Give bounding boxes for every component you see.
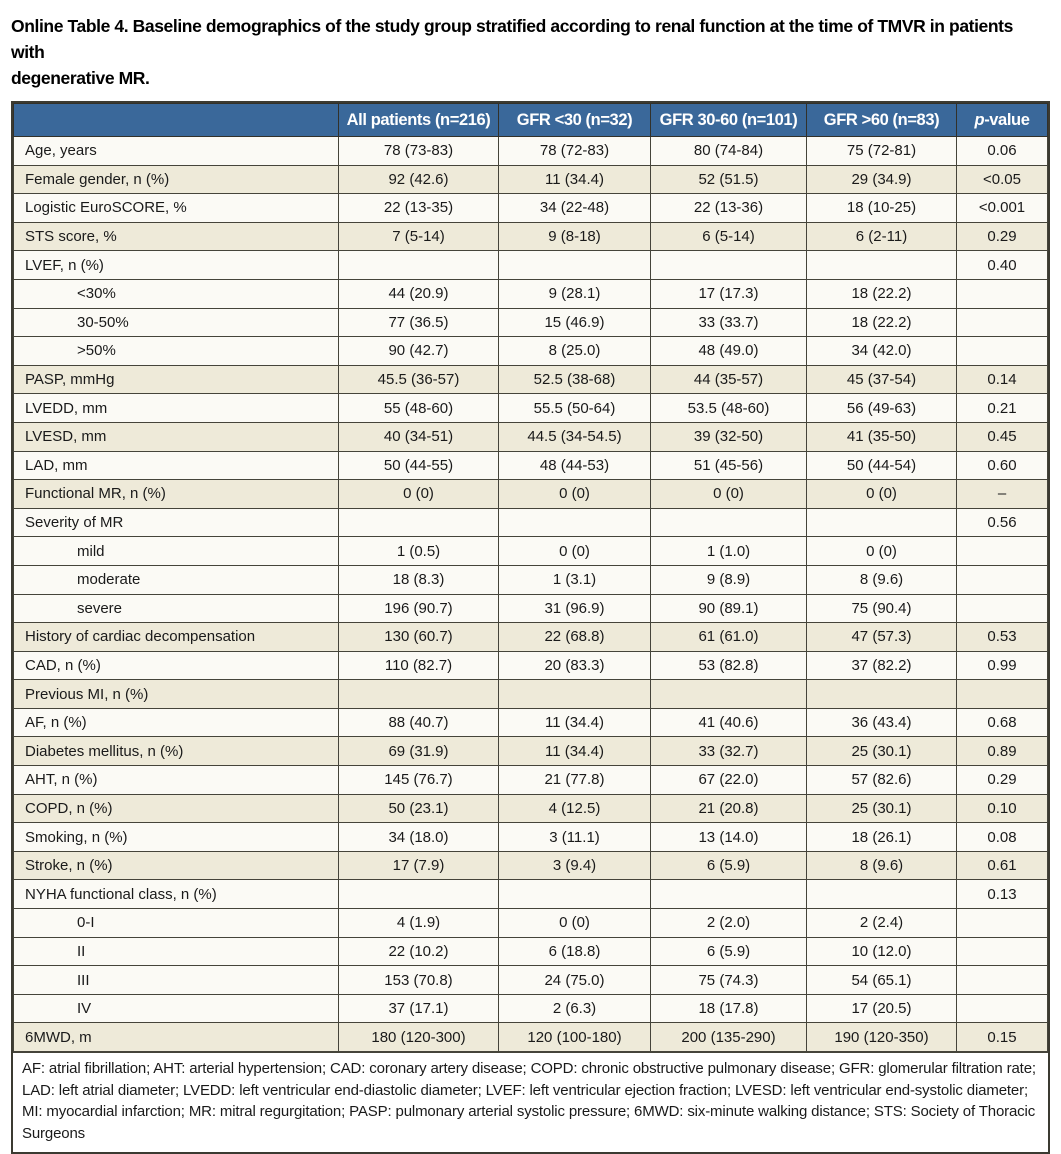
table-cell: 196 (90.7) xyxy=(339,594,499,623)
table-cell: 0.14 xyxy=(957,365,1048,394)
row-label: COPD, n (%) xyxy=(14,794,339,823)
table-cell xyxy=(339,508,499,537)
table-row xyxy=(14,1023,1048,1052)
table-cell: 17 (20.5) xyxy=(807,994,957,1023)
table-cell xyxy=(957,594,1048,623)
row-label: CAD, n (%) xyxy=(14,651,339,680)
table-cell: 52 (51.5) xyxy=(651,165,807,194)
table-cell: 11 (34.4) xyxy=(499,737,651,766)
table-cell: 41 (35-50) xyxy=(807,422,957,451)
table-cell: 3 (9.4) xyxy=(499,851,651,880)
table-cell: 0 (0) xyxy=(339,480,499,509)
table-cell: 8 (25.0) xyxy=(499,337,651,366)
table-cell: 153 (70.8) xyxy=(339,966,499,995)
table-row xyxy=(14,708,1048,737)
table-cell: 18 (22.2) xyxy=(807,279,957,308)
table-cell xyxy=(957,994,1048,1023)
table-cell: 18 (10-25) xyxy=(807,194,957,223)
table-row xyxy=(14,451,1048,480)
table-row xyxy=(14,937,1048,966)
table-cell: 34 (18.0) xyxy=(339,823,499,852)
table-cell: 18 (26.1) xyxy=(807,823,957,852)
table-cell: 0.99 xyxy=(957,651,1048,680)
table-cell: 51 (45-56) xyxy=(651,451,807,480)
table-cell: 0.10 xyxy=(957,794,1048,823)
table-cell: 67 (22.0) xyxy=(651,766,807,795)
row-label: History of cardiac decompensation xyxy=(14,623,339,652)
table-row xyxy=(14,565,1048,594)
table-cell: 22 (13-35) xyxy=(339,194,499,223)
table-cell: 9 (8-18) xyxy=(499,222,651,251)
table-cell: 69 (31.9) xyxy=(339,737,499,766)
table-cell: 2 (2.0) xyxy=(651,909,807,938)
table-cell: 9 (8.9) xyxy=(651,565,807,594)
row-label: Functional MR, n (%) xyxy=(14,480,339,509)
row-label: AHT, n (%) xyxy=(14,766,339,795)
row-label: 30-50% xyxy=(14,308,339,337)
table-cell: 110 (82.7) xyxy=(339,651,499,680)
table-cell: 48 (44-53) xyxy=(499,451,651,480)
table-cell: 50 (23.1) xyxy=(339,794,499,823)
table-cell: 75 (72-81) xyxy=(807,137,957,166)
table-cell: 0.29 xyxy=(957,766,1048,795)
table-cell: 78 (73-83) xyxy=(339,137,499,166)
table-cell: 53.5 (48-60) xyxy=(651,394,807,423)
table-cell xyxy=(499,508,651,537)
table-row xyxy=(14,880,1048,909)
row-label: mild xyxy=(14,537,339,566)
table-cell: 34 (42.0) xyxy=(807,337,957,366)
table-cell xyxy=(807,680,957,709)
table-cell: 0.13 xyxy=(957,880,1048,909)
table-cell: 37 (17.1) xyxy=(339,994,499,1023)
table-cell: 200 (135-290) xyxy=(651,1023,807,1052)
table-cell: 180 (120-300) xyxy=(339,1023,499,1052)
table-cell xyxy=(957,337,1048,366)
table-cell: 0.15 xyxy=(957,1023,1048,1052)
row-label: LVEDD, mm xyxy=(14,394,339,423)
table-cell: 22 (13-36) xyxy=(651,194,807,223)
row-label: Age, years xyxy=(14,137,339,166)
table-cell: 48 (49.0) xyxy=(651,337,807,366)
table-row xyxy=(14,537,1048,566)
table-row xyxy=(14,365,1048,394)
table-cell: 0.53 xyxy=(957,623,1048,652)
table-cell xyxy=(339,251,499,280)
table-cell: 18 (22.2) xyxy=(807,308,957,337)
table-title-line2: degenerative MR. xyxy=(11,68,150,88)
table-cell: 20 (83.3) xyxy=(499,651,651,680)
table-cell: 44 (20.9) xyxy=(339,279,499,308)
table-cell: 90 (89.1) xyxy=(651,594,807,623)
table-cell xyxy=(807,251,957,280)
table-cell: 6 (2-11) xyxy=(807,222,957,251)
table-cell: 120 (100-180) xyxy=(499,1023,651,1052)
table-cell: 39 (32-50) xyxy=(651,422,807,451)
table-cell: 145 (76.7) xyxy=(339,766,499,795)
table-row xyxy=(14,994,1048,1023)
table-cell xyxy=(499,880,651,909)
table-cell: 40 (34-51) xyxy=(339,422,499,451)
table-cell xyxy=(499,680,651,709)
table-cell: 0.68 xyxy=(957,708,1048,737)
table-cell: 13 (14.0) xyxy=(651,823,807,852)
table-cell: 8 (9.6) xyxy=(807,565,957,594)
abbreviations-footnote: AF: atrial fibrillation; AHT: arterial hypertension; CAD: coronary artery disease; COPD: chronic obstructive pulmonary disease; GFR: glomerular filtration rate; LAD: left atrial diameter; LVEDD: left ventricular end-diastolic diameter; LVEF: left ventricular ejection fraction; LVESD: left ventricular end-systolic diameter; MI: myocardial infarction; MR: mitral regurgitation; PASP: pulmonary arterial systolic pressure; 6MWD: six-minute walking distance; STS: Society of Thoracic Surgeons xyxy=(13,1052,1048,1152)
table-row xyxy=(14,251,1048,280)
table-row xyxy=(14,623,1048,652)
table-row xyxy=(14,909,1048,938)
table-row xyxy=(14,508,1048,537)
table-cell: 52.5 (38-68) xyxy=(499,365,651,394)
table-cell: 0.40 xyxy=(957,251,1048,280)
table-cell: 34 (22-48) xyxy=(499,194,651,223)
table-cell: 22 (68.8) xyxy=(499,623,651,652)
table-cell: 31 (96.9) xyxy=(499,594,651,623)
table-cell: 1 (1.0) xyxy=(651,537,807,566)
table-row xyxy=(14,594,1048,623)
row-label: AF, n (%) xyxy=(14,708,339,737)
table-cell: 0.56 xyxy=(957,508,1048,537)
table-cell: 0.08 xyxy=(957,823,1048,852)
row-label: STS score, % xyxy=(14,222,339,251)
table-cell xyxy=(957,537,1048,566)
column-header: p-value xyxy=(957,104,1048,137)
row-label: LVESD, mm xyxy=(14,422,339,451)
table-cell: 6 (18.8) xyxy=(499,937,651,966)
table-cell: 54 (65.1) xyxy=(807,966,957,995)
row-label: 0-I xyxy=(14,909,339,938)
table-cell: 61 (61.0) xyxy=(651,623,807,652)
table-cell: 56 (49-63) xyxy=(807,394,957,423)
table-cell: 90 (42.7) xyxy=(339,337,499,366)
table-cell: 0 (0) xyxy=(807,537,957,566)
table-cell xyxy=(651,680,807,709)
table-cell xyxy=(651,508,807,537)
table-cell: 21 (20.8) xyxy=(651,794,807,823)
table-cell: 33 (33.7) xyxy=(651,308,807,337)
table-cell: 44.5 (34-54.5) xyxy=(499,422,651,451)
table-cell: 21 (77.8) xyxy=(499,766,651,795)
table-cell: <0.001 xyxy=(957,194,1048,223)
table-cell xyxy=(957,680,1048,709)
table-cell xyxy=(651,880,807,909)
table-cell: 6 (5.9) xyxy=(651,851,807,880)
table-cell: 50 (44-54) xyxy=(807,451,957,480)
table-cell: 92 (42.6) xyxy=(339,165,499,194)
table-cell: 75 (90.4) xyxy=(807,594,957,623)
table-cell: 55 (48-60) xyxy=(339,394,499,423)
table-cell: 75 (74.3) xyxy=(651,966,807,995)
table-cell: 8 (9.6) xyxy=(807,851,957,880)
row-label: severe xyxy=(14,594,339,623)
table-cell: 45.5 (36-57) xyxy=(339,365,499,394)
table-cell: 18 (8.3) xyxy=(339,565,499,594)
row-label: LVEF, n (%) xyxy=(14,251,339,280)
table-cell: 10 (12.0) xyxy=(807,937,957,966)
table-row xyxy=(14,137,1048,166)
table-cell: 0.61 xyxy=(957,851,1048,880)
table-cell: 0.60 xyxy=(957,451,1048,480)
table-cell: 4 (12.5) xyxy=(499,794,651,823)
table-row xyxy=(14,680,1048,709)
table-cell xyxy=(957,966,1048,995)
table-cell: 7 (5-14) xyxy=(339,222,499,251)
table-cell: 80 (74-84) xyxy=(651,137,807,166)
row-label: Smoking, n (%) xyxy=(14,823,339,852)
column-header xyxy=(14,104,339,137)
table-cell xyxy=(651,251,807,280)
table-cell: – xyxy=(957,480,1048,509)
column-header: GFR 30-60 (n=101) xyxy=(651,104,807,137)
table-cell: 0.45 xyxy=(957,422,1048,451)
table-cell xyxy=(957,279,1048,308)
table-row xyxy=(14,337,1048,366)
table-cell: 55.5 (50-64) xyxy=(499,394,651,423)
table-cell xyxy=(957,565,1048,594)
table-cell: 0.06 xyxy=(957,137,1048,166)
table-cell: 4 (1.9) xyxy=(339,909,499,938)
table-row xyxy=(14,480,1048,509)
table-cell: 47 (57.3) xyxy=(807,623,957,652)
table-cell: 1 (0.5) xyxy=(339,537,499,566)
table-cell: 0 (0) xyxy=(807,480,957,509)
table-cell: 15 (46.9) xyxy=(499,308,651,337)
table-cell: 50 (44-55) xyxy=(339,451,499,480)
table-cell: 6 (5.9) xyxy=(651,937,807,966)
table-cell: 78 (72-83) xyxy=(499,137,651,166)
table-title-line1: Online Table 4. Baseline demographics of the study group stratified according to renal function at the time of TMVR in patients with xyxy=(11,16,1013,62)
table-cell: 37 (82.2) xyxy=(807,651,957,680)
table-row xyxy=(14,422,1048,451)
table-cell: 88 (40.7) xyxy=(339,708,499,737)
table-row xyxy=(14,222,1048,251)
table-row xyxy=(14,651,1048,680)
row-label: Stroke, n (%) xyxy=(14,851,339,880)
table-cell: 57 (82.6) xyxy=(807,766,957,795)
table-row xyxy=(14,766,1048,795)
table-cell: 3 (11.1) xyxy=(499,823,651,852)
table-row xyxy=(14,737,1048,766)
row-label: moderate xyxy=(14,565,339,594)
table-frame xyxy=(11,101,1050,1154)
table-row xyxy=(14,308,1048,337)
table-cell: 45 (37-54) xyxy=(807,365,957,394)
row-label: IV xyxy=(14,994,339,1023)
table-cell xyxy=(499,251,651,280)
table-cell: 130 (60.7) xyxy=(339,623,499,652)
table-cell: 9 (28.1) xyxy=(499,279,651,308)
row-label: <30% xyxy=(14,279,339,308)
demographics-table xyxy=(13,103,1048,1052)
table-cell: 6 (5-14) xyxy=(651,222,807,251)
table-row xyxy=(14,794,1048,823)
table-cell: 44 (35-57) xyxy=(651,365,807,394)
table-cell xyxy=(339,880,499,909)
table-cell: 2 (6.3) xyxy=(499,994,651,1023)
table-cell: <0.05 xyxy=(957,165,1048,194)
header-row xyxy=(14,104,1048,137)
table-row xyxy=(14,823,1048,852)
table-cell xyxy=(807,508,957,537)
table-cell: 25 (30.1) xyxy=(807,737,957,766)
table-cell: 33 (32.7) xyxy=(651,737,807,766)
column-header: GFR <30 (n=32) xyxy=(499,104,651,137)
table-cell: 0.21 xyxy=(957,394,1048,423)
table-row xyxy=(14,966,1048,995)
row-label: LAD, mm xyxy=(14,451,339,480)
table-cell: 190 (120-350) xyxy=(807,1023,957,1052)
table-cell xyxy=(807,880,957,909)
table-row xyxy=(14,165,1048,194)
table-cell: 0.89 xyxy=(957,737,1048,766)
row-label: II xyxy=(14,937,339,966)
table-cell xyxy=(957,909,1048,938)
table-cell xyxy=(339,680,499,709)
row-label: >50% xyxy=(14,337,339,366)
table-cell: 0.29 xyxy=(957,222,1048,251)
table-cell: 17 (7.9) xyxy=(339,851,499,880)
table-cell: 25 (30.1) xyxy=(807,794,957,823)
table-cell: 17 (17.3) xyxy=(651,279,807,308)
table-row xyxy=(14,851,1048,880)
row-label: Logistic EuroSCORE, % xyxy=(14,194,339,223)
table-cell: 77 (36.5) xyxy=(339,308,499,337)
table-cell: 0 (0) xyxy=(499,909,651,938)
column-header: All patients (n=216) xyxy=(339,104,499,137)
table-row xyxy=(14,279,1048,308)
table-cell: 36 (43.4) xyxy=(807,708,957,737)
row-label: PASP, mmHg xyxy=(14,365,339,394)
table-cell: 0 (0) xyxy=(499,480,651,509)
table-cell: 41 (40.6) xyxy=(651,708,807,737)
table-cell: 53 (82.8) xyxy=(651,651,807,680)
row-label: III xyxy=(14,966,339,995)
row-label: 6MWD, m xyxy=(14,1023,339,1052)
table-cell: 0 (0) xyxy=(499,537,651,566)
table-cell: 11 (34.4) xyxy=(499,165,651,194)
table-row xyxy=(14,394,1048,423)
table-title xyxy=(11,13,1050,91)
row-label: Female gender, n (%) xyxy=(14,165,339,194)
table-cell: 29 (34.9) xyxy=(807,165,957,194)
row-label: Previous MI, n (%) xyxy=(14,680,339,709)
row-label: NYHA functional class, n (%) xyxy=(14,880,339,909)
table-cell: 22 (10.2) xyxy=(339,937,499,966)
table-row xyxy=(14,194,1048,223)
table-cell: 0 (0) xyxy=(651,480,807,509)
column-header: GFR >60 (n=83) xyxy=(807,104,957,137)
table-cell: 18 (17.8) xyxy=(651,994,807,1023)
table-cell: 2 (2.4) xyxy=(807,909,957,938)
row-label: Diabetes mellitus, n (%) xyxy=(14,737,339,766)
table-cell xyxy=(957,937,1048,966)
table-cell: 11 (34.4) xyxy=(499,708,651,737)
table-cell xyxy=(957,308,1048,337)
table-cell: 24 (75.0) xyxy=(499,966,651,995)
table-cell: 1 (3.1) xyxy=(499,565,651,594)
row-label: Severity of MR xyxy=(14,508,339,537)
